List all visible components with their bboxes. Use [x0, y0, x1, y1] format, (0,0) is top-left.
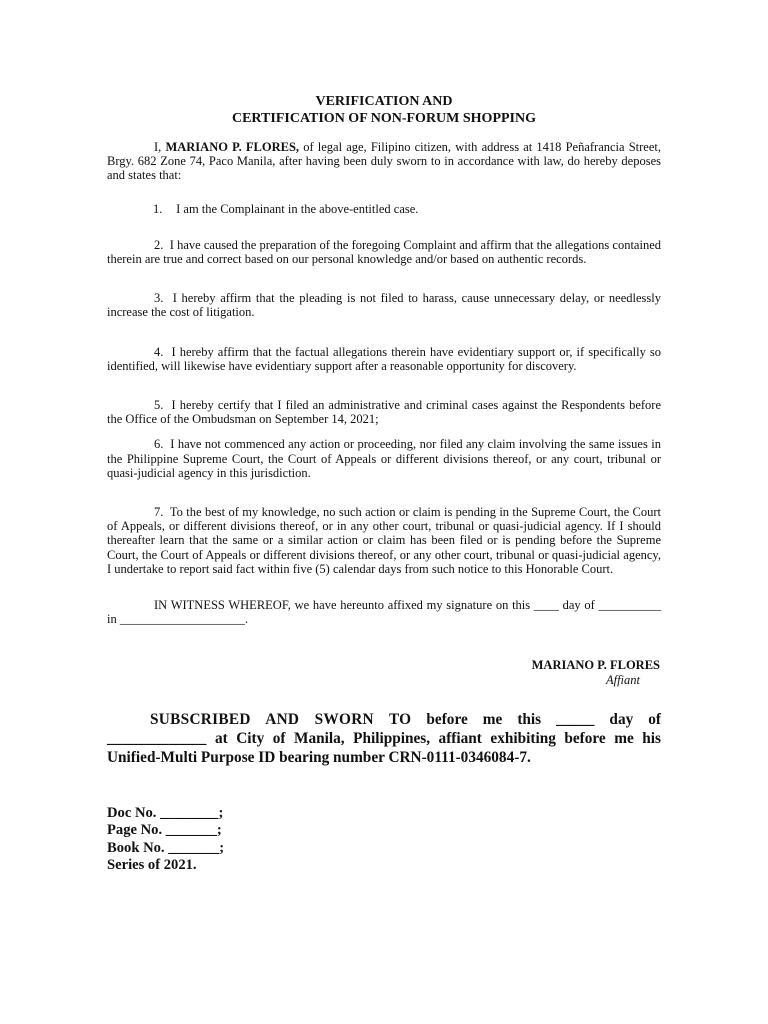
item-number: 5. — [154, 398, 164, 413]
item-text: I hereby affirm that the factual allegations therein have evidentiary support or, if specifically so identified, will likewise have evidentiary support after a reasonable opportunity for discovery. — [107, 344, 661, 373]
book-number: Book No. _______; — [107, 839, 225, 856]
statement-item-3 — [107, 291, 661, 319]
statement-item-7 — [107, 505, 661, 576]
doc-number: Doc No. ________; — [107, 805, 224, 822]
series-year: Series of 2021. — [107, 856, 197, 873]
notarial-register — [107, 805, 661, 874]
item-text: I am the Complainant in the above-entitled case. — [176, 201, 419, 216]
item-number: 4. — [154, 344, 164, 359]
statement-item-2 — [107, 238, 661, 266]
jurat-lead: SUBSCRIBED AND SWORN TO — [150, 711, 412, 729]
intro-text: of legal age, Filipino citizen, with address at 1418 Peñafrancia Street, Brgy. 682 Zone 74, Paco Manila, after having been duly sworn to in accordance with law, do hereby deposes and states that: — [107, 140, 661, 183]
intro-paragraph — [107, 140, 661, 183]
item-text: To the best of my knowledge, no such action or claim is pending in the Supreme Court, the Court of Appeals, or different divisions thereof, or in any other court, tribunal or quasi-judicial agency. If I should thereafter learn that the same or a similar action or claim has been filed or is pending before the Supreme Court, the Court of Appeals or different divisions thereof, or any other court, tribunal or quasi-judicial agency, I undertake to report said fact within five (5) calendar days from such notice to this Honorable Court. — [107, 505, 661, 576]
item-number: 2. — [154, 237, 164, 252]
witness-paragraph: IN WITNESS WHEREOF, we have hereunto affixed my signature on this ____ day of __________ in ____________________. — [107, 598, 661, 627]
signatory-role: Affiant — [605, 673, 640, 688]
jurat-text: before me this _____ day of _____________ at City of Manila, Philippines, affiant exhibiting before me his Unified-Multi Purpose ID bearing number CRN-0111-0346084-7. — [107, 711, 662, 766]
page-number: Page No. _______; — [107, 822, 222, 839]
signature-block — [107, 658, 661, 688]
item-text: I hereby certify that I filed an administrative and criminal cases against the Respondents before the Office of the Ombudsman on September 14, 2021; — [107, 398, 662, 427]
intro-prefix: I, — [154, 140, 166, 154]
statement-item-4 — [107, 345, 661, 373]
item-number: 6. — [154, 437, 164, 452]
statement-item-6 — [107, 437, 661, 480]
affidavit-document — [107, 93, 661, 874]
statement-item-5 — [107, 398, 661, 426]
item-text: I hereby affirm that the pleading is not filed to harass, cause unnecessary delay, or needlessly increase the cost of litigation. — [107, 291, 661, 320]
item-text: I have caused the preparation of the foregoing Complaint and affirm that the allegations contained therein are true and correct based on our personal knowledge and/or based on authentic records. — [107, 237, 662, 267]
title-line-1: VERIFICATION AND — [315, 94, 453, 109]
document-title — [107, 93, 661, 127]
jurat-paragraph — [107, 711, 661, 767]
statement-item-1 — [107, 202, 661, 216]
item-text: I have not commenced any action or proceeding, nor filed any claim involving the same issues in the Philippine Supreme Court, the Court of Appeals or different divisions thereof, or any court, tribunal or quasi-judicial agency in this jurisdiction. — [107, 437, 661, 480]
signatory-name: MARIANO P. FLORES — [531, 658, 660, 673]
title-line-2: CERTIFICATION OF NON-FORUM SHOPPING — [231, 111, 536, 126]
item-number: 1. — [153, 201, 163, 216]
item-number: 7. — [154, 505, 164, 520]
affiant-name: MARIANO P. FLORES, — [165, 140, 300, 154]
item-number: 3. — [154, 291, 164, 306]
